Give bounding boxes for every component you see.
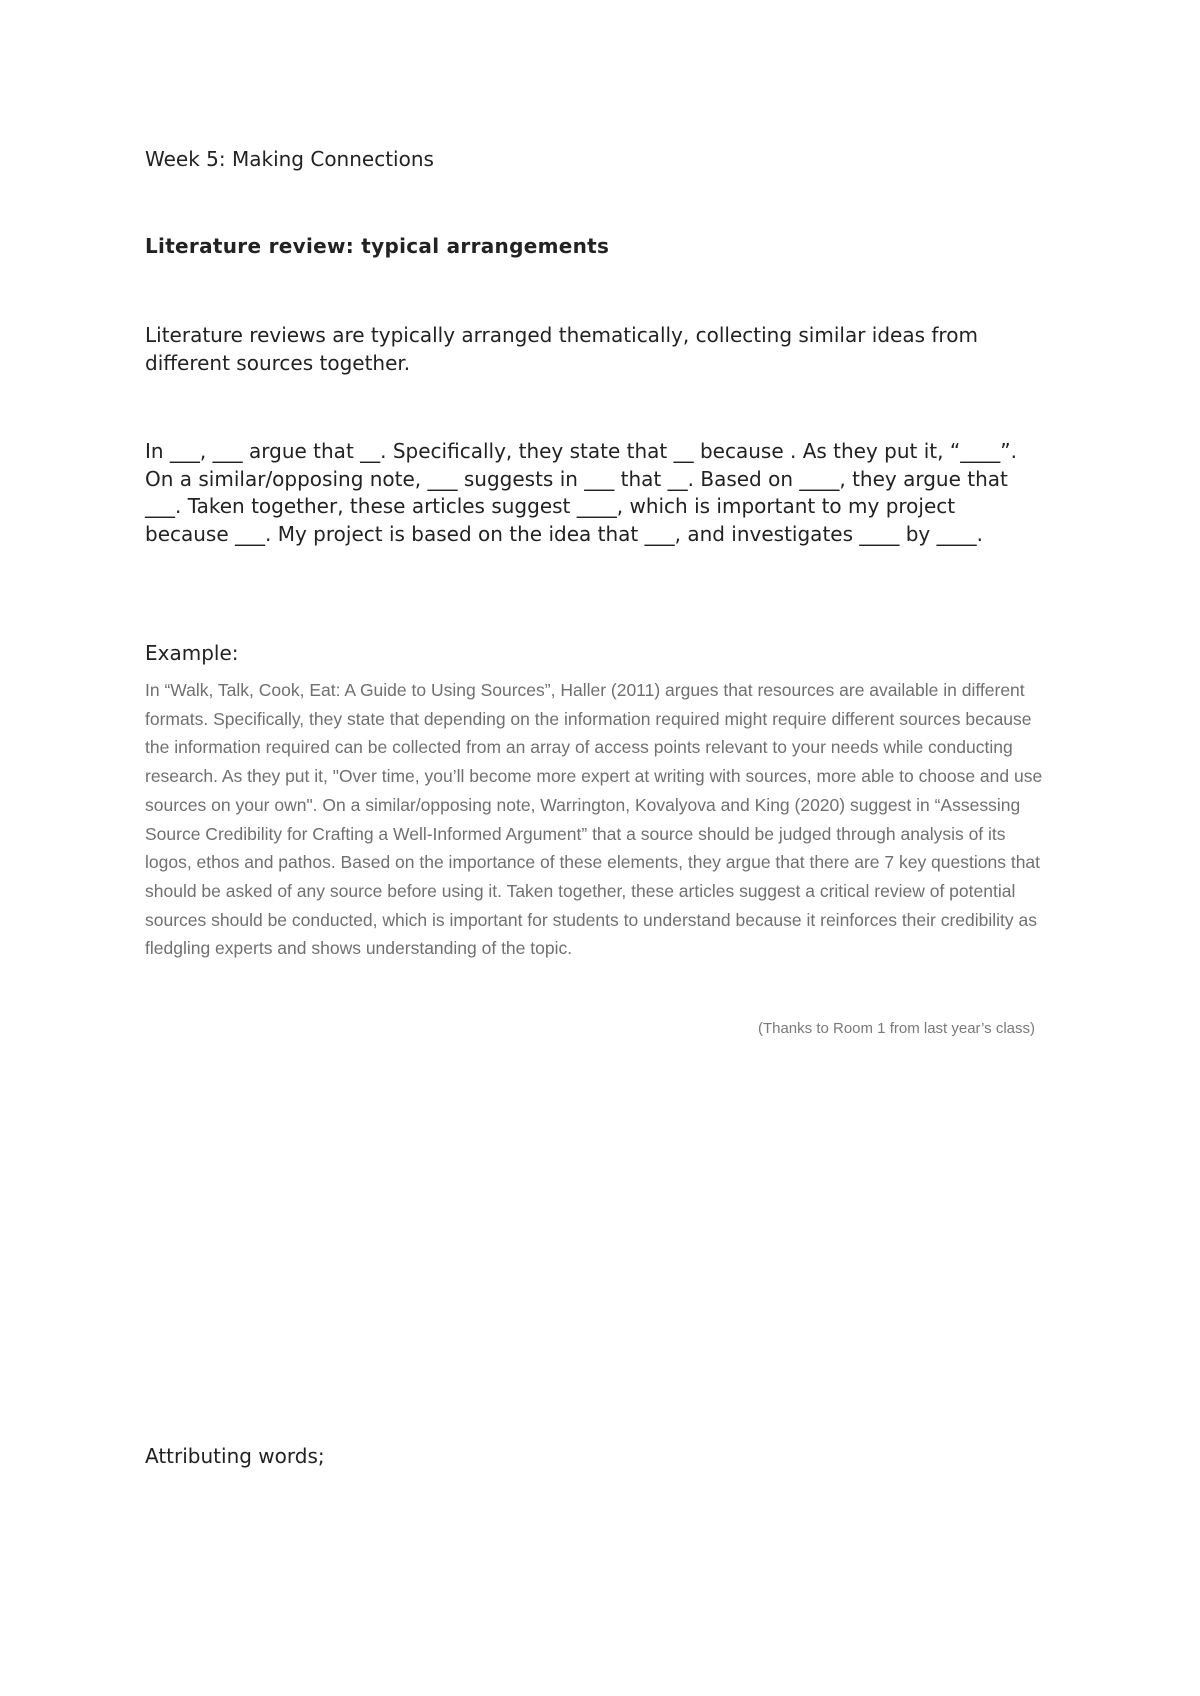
section-heading: Literature review: typical arrangements <box>145 234 610 258</box>
example-credit: (Thanks to Room 1 from last year’s class) <box>757 1020 1035 1037</box>
example-excerpt-image <box>145 676 1045 1056</box>
intro-paragraph: Literature reviews are typically arranged thematically, collecting similar ideas from different sources together. <box>145 323 978 375</box>
attributing-words-heading: Attributing words; <box>145 1444 325 1468</box>
example-label: Example: <box>145 641 239 665</box>
example-excerpt: In “Walk, Talk, Cook, Eat: A Guide to Using Sources”, Haller (2011) argues that resources are available in different formats. Specifically, they state that depending on the information required might require different sources because the information required can be collected from an array of access points relevant to your needs while conducting research. As they put it, "Over time, you’ll become more expert at writing with sources, more able to choose and use sources on your own". On a similar/opposing note, Warrington, Kovalyova and King (2020) suggest in “Assessing Source Credibility for Crafting a Well-Informed Argument” that a source should be judged through analysis of its logos, ethos and pathos. Based on the importance of these elements, they argue that there are 7 key questions that should be asked of any source before using it. Taken together, these articles suggest a critical review of potential sources should be conducted, which is important for students to understand because it reinforces their credibility as fledgling experts and shows understanding of the topic. <box>145 680 1043 959</box>
template-paragraph: In ___, ___ argue that __. Specifically, they state that __ because . As they put it, “____”. On a similar/opposing note, ___ suggests in ___ that __. Based on ____, they argue that ___. Taken together, these articles suggest ____, which is important to my project because ___. My project is based on the idea that ___, and investigates ____ by ____. <box>145 439 1017 546</box>
week-title: Week 5: Making Connections <box>145 147 434 171</box>
